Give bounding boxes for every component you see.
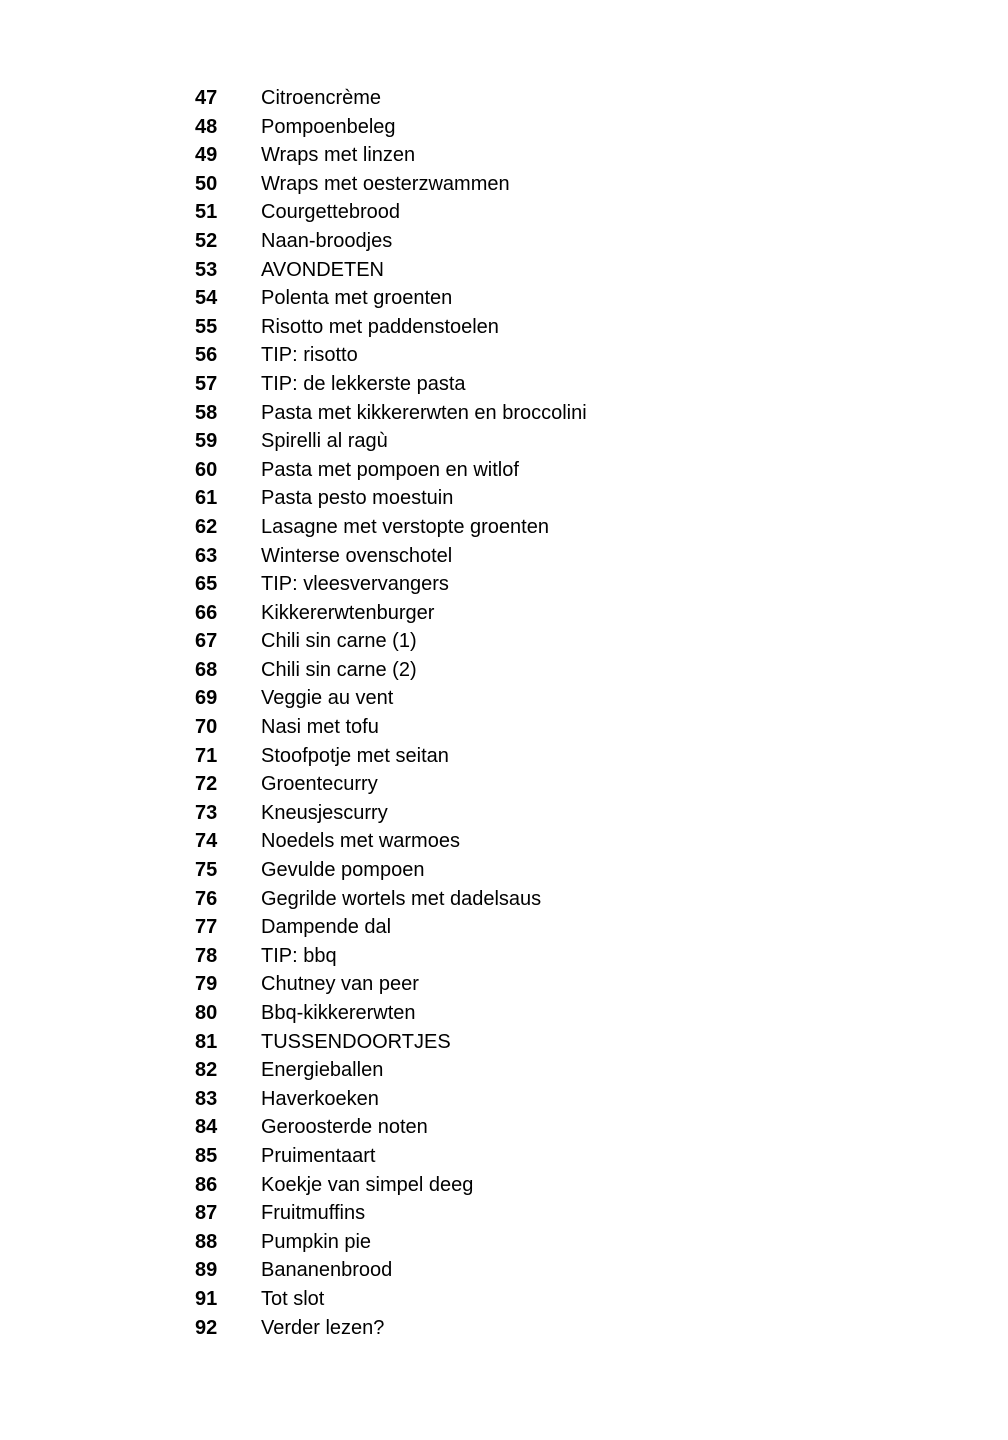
toc-entry-title: Gegrilde wortels met dadelsaus [261,887,542,910]
toc-page-number: 51 [195,201,218,224]
toc-entry-title: Pumpkin pie [261,1230,372,1253]
toc-page-number: 85 [195,1144,218,1167]
toc-entry [0,256,1008,285]
toc-entry-title: Polenta met groenten [261,287,453,310]
toc-entry [0,885,1008,914]
toc-entry-title: Verder lezen? [261,1316,385,1339]
toc-entry-title: Haverkoeken [261,1087,379,1110]
toc-entry-title: Stoofpotje met seitan [261,744,449,767]
toc-page-number: 48 [195,115,218,138]
toc-entry-title: Naan-broodjes [261,229,393,252]
toc-entry [0,742,1008,771]
toc-page-number: 66 [195,601,218,624]
toc-entry [0,513,1008,542]
toc-entry [0,141,1008,170]
toc-entry-title: Groentecurry [261,773,378,796]
toc-entry [0,456,1008,485]
toc-entry-title: Pruimentaart [261,1144,376,1167]
toc-entry [0,1199,1008,1228]
toc-page-number: 70 [195,716,218,739]
toc-page-number: 79 [195,973,218,996]
toc-entry-title: Kneusjescurry [261,801,388,824]
toc-entry-title: Pasta pesto moestuin [261,487,454,510]
toc-page-number: 65 [195,573,218,596]
toc-page-number: 76 [195,887,218,910]
toc-page-number: 54 [195,287,218,310]
toc-entry [0,999,1008,1028]
toc-entry [0,484,1008,513]
toc-entry [0,198,1008,227]
toc-entry [0,856,1008,885]
toc-page-number: 72 [195,773,218,796]
toc-page-number: 92 [195,1316,218,1339]
toc-entry-title: Veggie au vent [261,687,394,710]
toc-entry [0,427,1008,456]
toc-entry-title: Wraps met linzen [261,144,416,167]
toc-entry-title: Bananenbrood [261,1259,393,1282]
toc-page-number: 59 [195,430,218,453]
toc-entry [0,713,1008,742]
toc-page-number: 73 [195,801,218,824]
toc-entry [0,341,1008,370]
toc-entry-title: Wraps met oesterzwammen [261,172,510,195]
toc-page-number: 82 [195,1059,218,1082]
toc-entry-title: Spirelli al ragù [261,430,388,453]
toc-entry [0,1285,1008,1314]
toc-page-number: 71 [195,744,218,767]
toc-entry-title: Tot slot [261,1287,325,1310]
toc-entry [0,370,1008,399]
toc-page-number: 55 [195,315,218,338]
table-of-contents [0,84,1008,1342]
toc-page-number: 61 [195,487,218,510]
toc-entry-title: Chutney van peer [261,973,419,996]
toc-page-number: 80 [195,1002,218,1024]
toc-page-number: 81 [195,1030,218,1053]
toc-page-number: 91 [195,1287,218,1310]
toc-page-number: 78 [195,944,218,967]
toc-page-number: 77 [195,916,218,939]
toc-page-number: 67 [195,630,218,653]
toc-entry-title: Citroencrème [261,87,382,109]
toc-entry-title: Noedels met warmoes [261,830,460,853]
toc-entry-title: Courgettebrood [261,201,400,224]
toc-entry [0,913,1008,942]
toc-page-number: 87 [195,1202,218,1225]
toc-entry-title: AVONDETEN [261,258,384,281]
toc-page-number: 68 [195,658,218,681]
toc-entry [0,599,1008,628]
toc-entry [0,942,1008,971]
toc-entry [0,827,1008,856]
toc-entry [0,1171,1008,1200]
toc-page-number: 75 [195,859,218,882]
toc-page-number: 60 [195,458,218,481]
toc-entry [0,1028,1008,1057]
toc-entry [0,770,1008,799]
toc-entry-title: Nasi met tofu [261,716,379,739]
toc-entry [0,970,1008,999]
toc-page-number: 57 [195,372,218,395]
toc-page-number: 86 [195,1173,218,1196]
toc-entry [0,1085,1008,1114]
toc-entry-title: Pasta met kikkererwten en broccolini [261,401,587,424]
toc-page-number: 62 [195,515,218,538]
toc-entry [0,542,1008,571]
toc-page-number: 52 [195,229,218,252]
toc-entry [0,84,1008,113]
toc-entry-title: TIP: risotto [261,344,358,367]
toc-entry [0,1142,1008,1171]
toc-page-number: 47 [195,87,218,109]
toc-entry-title: Chili sin carne (1) [261,630,417,653]
toc-entry [0,399,1008,428]
toc-entry-title: Koekje van simpel deeg [261,1173,474,1196]
toc-entry-title: Pasta met pompoen en witlof [261,458,519,481]
toc-entry-title: Pompoenbeleg [261,115,396,138]
toc-entry-title: Bbq-kikkererwten [261,1002,416,1024]
toc-page-number: 69 [195,687,218,710]
toc-entry [0,1256,1008,1285]
toc-page-number: 83 [195,1087,218,1110]
toc-entry-title: Fruitmuffins [261,1202,366,1225]
toc-entry-title: TUSSENDOORTJES [261,1030,451,1053]
toc-entry [0,284,1008,313]
toc-entry-title: Chili sin carne (2) [261,658,417,681]
toc-entry [0,170,1008,199]
toc-entry [0,570,1008,599]
toc-entry-title: Dampende dal [261,916,392,939]
toc-entry [0,1228,1008,1257]
toc-entry [0,313,1008,342]
toc-entry [0,1314,1008,1343]
toc-page-number: 89 [195,1259,218,1282]
toc-entry [0,656,1008,685]
toc-page-number: 74 [195,830,218,853]
toc-entry [0,684,1008,713]
toc-entry [0,799,1008,828]
toc-page-number: 84 [195,1116,218,1139]
toc-entry-title: Energieballen [261,1059,384,1082]
toc-entry [0,1113,1008,1142]
toc-entry [0,227,1008,256]
toc-entry [0,1056,1008,1085]
toc-entry-title: Gevulde pompoen [261,859,425,882]
toc-entry-title: Risotto met paddenstoelen [261,315,499,338]
toc-page-number: 56 [195,344,218,367]
toc-page-number: 49 [195,144,218,167]
toc-entry-title: TIP: bbq [261,944,337,967]
toc-entry-title: Winterse ovenschotel [261,544,453,567]
toc-entry-title: TIP: vleesvervangers [261,573,449,596]
toc-entry-title: Lasagne met verstopte groenten [261,515,549,538]
toc-entry-title: TIP: de lekkerste pasta [261,372,466,395]
toc-page-number: 53 [195,258,218,281]
toc-entry [0,627,1008,656]
toc-page-number: 63 [195,544,218,567]
toc-entry-title: Geroosterde noten [261,1116,428,1139]
toc-entry-title: Kikkererwtenburger [261,601,435,624]
toc-page-number: 50 [195,172,218,195]
toc-entry [0,113,1008,142]
toc-page-number: 88 [195,1230,218,1253]
toc-page-number: 58 [195,401,218,424]
